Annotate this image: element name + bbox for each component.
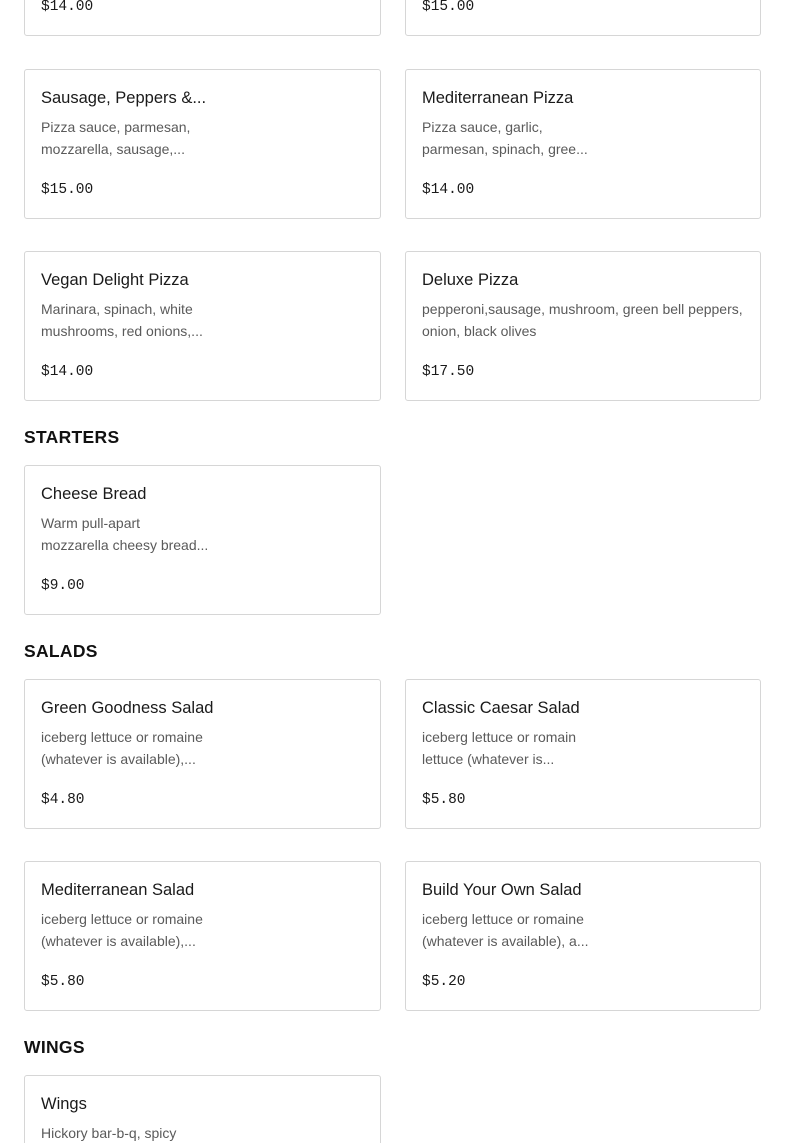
- item-description-line: (whatever is available), a...: [422, 933, 589, 949]
- item-description-line: (whatever is available),...: [41, 751, 196, 767]
- item-price: $15.00: [422, 0, 475, 15]
- item-description-line: Pizza sauce, parmesan,: [41, 119, 191, 135]
- item-description-line: mozzarella, sausage,...: [41, 141, 185, 157]
- item-description-line: onion, black olives: [422, 323, 537, 339]
- item-price: $9.00: [41, 578, 85, 594]
- menu-item-deluxe-pizza[interactable]: [405, 251, 761, 401]
- item-description: [422, 298, 752, 342]
- item-description-line: Warm pull-apart: [41, 515, 141, 531]
- item-name: Deluxe Pizza: [422, 271, 519, 289]
- item-description: [41, 726, 371, 770]
- item-name: Wings: [41, 1095, 87, 1113]
- menu-item-cheese-bread[interactable]: [24, 465, 381, 615]
- item-price: $14.00: [422, 182, 475, 198]
- menu-item-mediterranean-pizza[interactable]: [405, 69, 761, 219]
- item-price: $5.80: [422, 792, 466, 808]
- item-description-line: mozzarella cheesy bread...: [41, 537, 209, 553]
- section-title-salads: SALADS: [24, 641, 98, 661]
- menu-item-classic-caesar-salad[interactable]: [405, 679, 761, 829]
- menu-item-card[interactable]: [405, 0, 761, 36]
- item-description-line: mushrooms, red onions,...: [41, 323, 203, 339]
- menu-item-mediterranean-salad[interactable]: [24, 861, 381, 1011]
- item-description-line: lettuce (whatever is...: [422, 751, 555, 767]
- item-description-line: Pizza sauce, garlic,: [422, 119, 543, 135]
- menu-item-green-goodness-salad[interactable]: [24, 679, 381, 829]
- item-price: $5.80: [41, 974, 85, 990]
- item-name: Vegan Delight Pizza: [41, 271, 189, 289]
- item-name: Build Your Own Salad: [422, 881, 582, 899]
- menu-item-vegan-delight-pizza[interactable]: [24, 251, 381, 401]
- item-description: [422, 908, 752, 952]
- item-description: [422, 116, 752, 160]
- item-price: $4.80: [41, 792, 85, 808]
- item-description-line: pepperoni,sausage, mushroom, green bell peppers,: [422, 301, 743, 317]
- item-price: $5.20: [422, 974, 466, 990]
- item-description: [422, 726, 752, 770]
- item-name: Classic Caesar Salad: [422, 699, 580, 717]
- item-price: $14.00: [41, 364, 94, 380]
- item-price: $17.50: [422, 364, 475, 380]
- menu-item-sausage-peppers[interactable]: [24, 69, 381, 219]
- item-description-line: (whatever is available),...: [41, 933, 196, 949]
- menu-item-card[interactable]: [24, 0, 381, 36]
- section-title-starters: STARTERS: [24, 427, 120, 447]
- item-description: [41, 116, 371, 160]
- menu-item-build-your-own-salad[interactable]: [405, 861, 761, 1011]
- item-name: Cheese Bread: [41, 485, 147, 503]
- item-description: [41, 512, 371, 556]
- section-title-wings: WINGS: [24, 1037, 85, 1057]
- item-name: Mediterranean Salad: [41, 881, 195, 899]
- item-description-line: iceberg lettuce or romaine: [422, 911, 584, 927]
- item-price: $15.00: [41, 182, 94, 198]
- menu-item-wings[interactable]: [24, 1075, 381, 1143]
- item-description-line: iceberg lettuce or romaine: [41, 911, 203, 927]
- item-description-line: iceberg lettuce or romain: [422, 729, 577, 745]
- item-description: [41, 1122, 371, 1143]
- item-description-line: Hickory bar-b-q, spicy: [41, 1125, 177, 1141]
- item-description: [41, 298, 371, 342]
- item-description-line: Marinara, spinach, white: [41, 301, 193, 317]
- item-name: Green Goodness Salad: [41, 699, 214, 717]
- item-description-line: parmesan, spinach, gree...: [422, 141, 588, 157]
- item-price: $14.00: [41, 0, 94, 15]
- item-description-line: iceberg lettuce or romaine: [41, 729, 203, 745]
- item-name: Sausage, Peppers &...: [41, 89, 207, 107]
- item-name: Mediterranean Pizza: [422, 89, 574, 107]
- item-description: [41, 908, 371, 952]
